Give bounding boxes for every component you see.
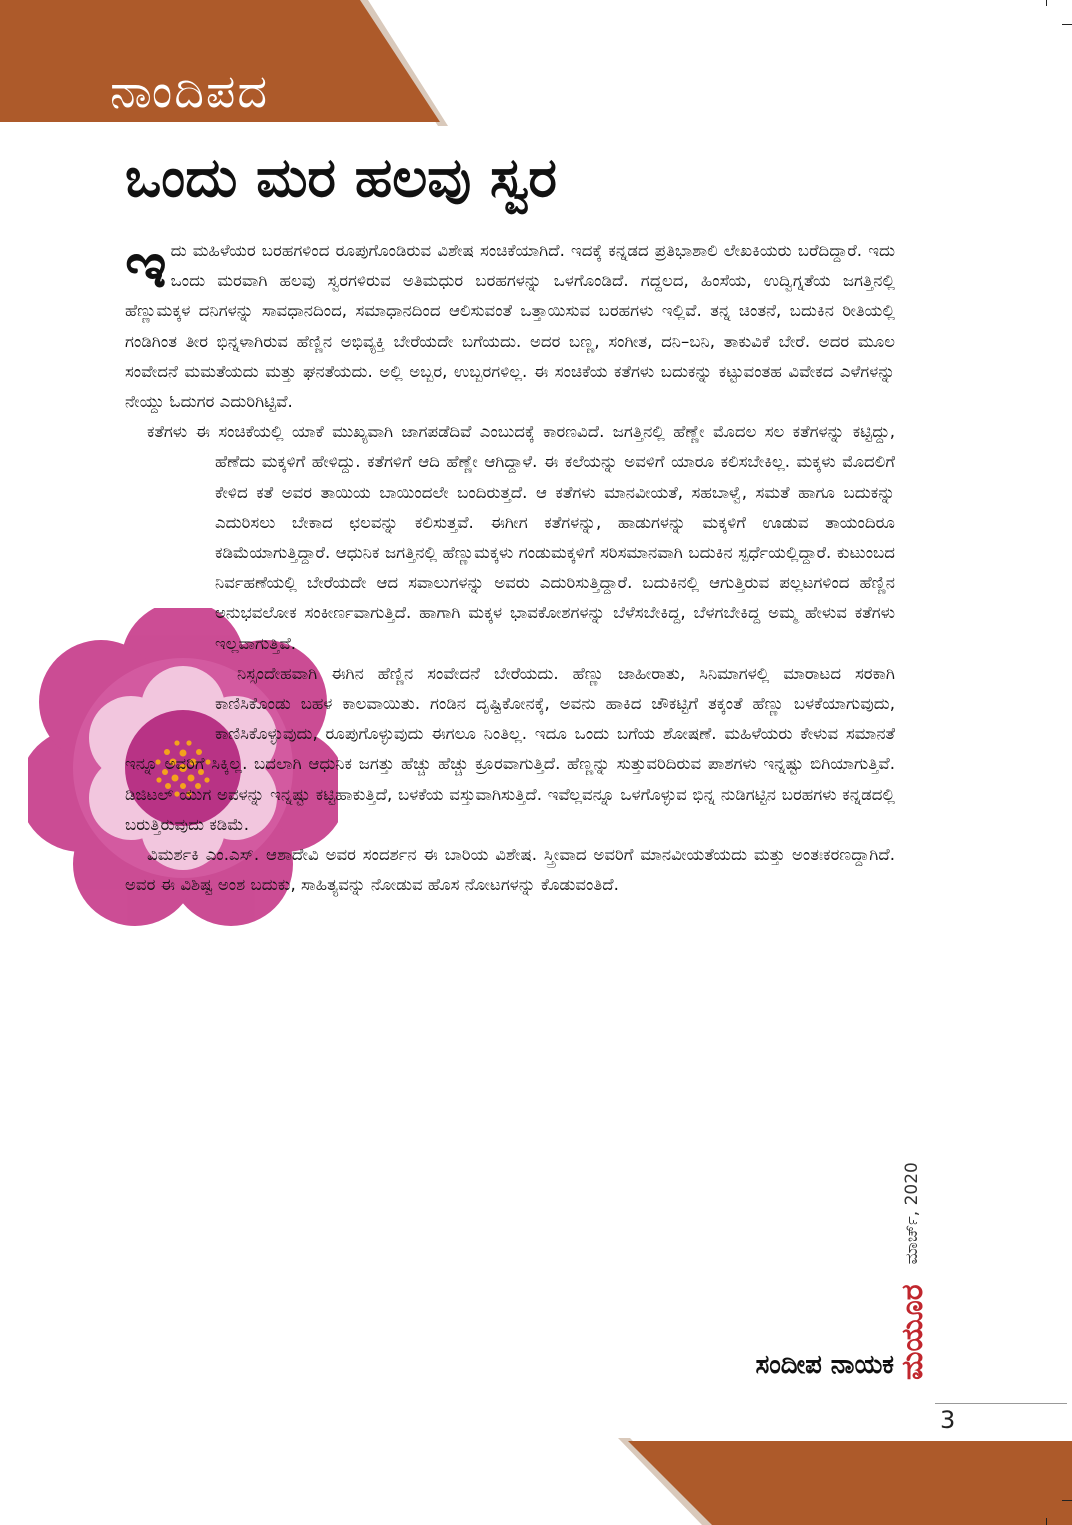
magazine-sidebar <box>892 1000 932 1380</box>
article-paragraph: ನಿಸ್ಸಂದೇಹವಾಗಿ ಈಗಿನ ಹೆಣ್ಣಿನ ಸಂವೇದನೆ ಬೇರೆಯದು. ಹೆಣ್ಣು ಜಾಹೀರಾತು, ಸಿನಿಮಾಗಳಲ್ಲಿ ಮಾರಾಟದ ಸರಕಾಗಿ ಕಾಣಿಸಿಕೊಂಡು ಬಹಳ ಕಾಲವಾಯಿತು. ಗಂಡಿನ ದೃಷ್ಟಿಕೋನಕ್ಕೆ, ಅವನು ಹಾಕಿದ ಚೌಕಟ್ಟಿಗೆ ತಕ್ಕಂತೆ ಹೆಣ್ಣು ಬಳಕೆಯಾಗುವುದು, ಕಾಣಿಸಿಕೊಳ್ಳುವುದು, ರೂಪುಗೊಳ್ಳುವುದು ಈಗಲೂ ನಿಂತಿಲ್ಲ. ಇದೂ ಒಂದು ಬಗೆಯ ಶೋಷಣೆ. ಮಹಿಳೆಯರು ಕೇಳುವ ಸಮಾನತೆ ಇನ್ನೂ ಅವರಿಗೆ ಸಿಕ್ಕಿಲ್ಲ. ಬದಲಾಗಿ ಆಧುನಿಕ ಜಗತ್ತು ಹೆಚ್ಚು ಹೆಚ್ಚು ಕ್ರೂರವಾಗುತ್ತಿದೆ. ಹೆಣ್ಣನ್ನು ಸುತ್ತುವರಿದಿರುವ ಪಾಶಗಳು ಇನ್ನಷ್ಟು ಬಿಗಿಯಾಗುತ್ತಿವೆ. ಡಿಜಿಟಲ್ ಯುಗ ಅವಳನ್ನು ಇನ್ನಷ್ಟು ಕಟ್ಟಿಹಾಕುತ್ತಿದೆ, ಬಳಕೆಯ ವಸ್ತುವಾಗಿಸುತ್ತಿದೆ. ಇವೆಲ್ಲವನ್ನೂ ಒಳಗೊಳ್ಳುವ ಭಿನ್ನ ನುಡಿಗಟ್ಟಿನ ಬರಹಗಳು ಕನ್ನಡದಲ್ಲಿ ಬರುತ್ತಿರುವುದು ಕಡಿಮೆ. <box>125 663 895 834</box>
drop-cap: ಇ <box>125 229 167 303</box>
issue-date: ಮಾರ್ಚ್, 2020 <box>902 1162 922 1265</box>
headline: ಒಂದು ಮರ ಹಲವು ಸ್ವರ <box>125 146 557 209</box>
crop-mark <box>1062 1500 1072 1501</box>
article-paragraph: ಕತೆಗಳು ಈ ಸಂಚಿಕೆಯಲ್ಲಿ ಯಾಕೆ ಮುಖ್ಯವಾಗಿ ಜಾಗಪಡೆದಿವೆ ಎಂಬುದಕ್ಕೆ ಕಾರಣವಿದೆ. ಜಗತ್ತಿನಲ್ಲಿ ಹೆಣ್ಣೇ ಮೊದಲ ಸಲ ಕತೆಗಳನ್ನು ಕಟ್ಟಿದ್ದು, ಹೆಣೆದು ಮಕ್ಕಳಿಗೆ ಹೇಳಿದ್ದು. ಕತೆಗಳಿಗೆ ಆದಿ ಹೆಣ್ಣೇ ಆಗಿದ್ದಾಳೆ. ಈ ಕಲೆಯನ್ನು ಅವಳಿಗೆ ಯಾರೂ ಕಲಿಸಬೇಕಿಲ್ಲ. ಮಕ್ಕಳು ಮೊದಲಿಗೆ ಕೇಳಿದ ಕತೆ ಅವರ ತಾಯಿಯ ಬಾಯಿಂದಲೇ ಬಂದಿರುತ್ತದೆ. ಆ ಕತೆಗಳು ಮಾನವೀಯತೆ, ಸಹಬಾಳ್ವೆ, ಸಮತೆ ಹಾಗೂ ಬದುಕನ್ನು ಎದುರಿಸಲು ಬೇಕಾದ ಛಲವನ್ನು ಕಲಿಸುತ್ತವೆ. ಈಗೀಗ ಕತೆಗಳನ್ನು, ಹಾಡುಗಳನ್ನು ಮಕ್ಕಳಿಗೆ ಊಡುವ ತಾಯಂದಿರೂ ಕಡಿಮೆಯಾಗುತ್ತಿದ್ದಾರೆ. ಆಧುನಿಕ ಜಗತ್ತಿನಲ್ಲಿ ಹೆಣ್ಣುಮಕ್ಕಳು ಗಂಡುಮಕ್ಕಳಿಗೆ ಸರಿಸಮಾನವಾಗಿ ಬದುಕಿನ ಸ್ಪರ್ಧೆಯಲ್ಲಿದ್ದಾರೆ. ಕುಟುಂಬದ ನಿರ್ವಹಣೆಯಲ್ಲಿ ಬೇರೆಯದೇ ಆದ ಸವಾಲುಗಳನ್ನು ಅವರು ಎದುರಿಸುತ್ತಿದ್ದಾರೆ. ಬದುಕಿನಲ್ಲಿ ಆಗುತ್ತಿರುವ ಪಲ್ಲಟಗಳಿಂದ ಹೆಣ್ಣಿನ ಅನುಭವಲೋಕ ಸಂಕೀರ್ಣವಾಗುತ್ತಿದೆ. ಹಾಗಾಗಿ ಮಕ್ಕಳ ಭಾವಕೋಶಗಳನ್ನು ಬೆಳೆಸಬೇಕಿದ್ದ, ಬೆಳಗಬೇಕಿದ್ದ ಅಮ್ಮ ಹೇಳುವ ಕತೆಗಳು ಇಲ್ಲವಾಗುತ್ತಿವೆ. <box>147 422 895 653</box>
crop-mark <box>1046 1518 1047 1525</box>
magazine-name: ಮಯೂರ <box>894 1284 930 1380</box>
flower-wrap-space <box>0 417 215 777</box>
crop-mark <box>1062 24 1072 25</box>
page-number-rule <box>935 1403 1067 1404</box>
article-paragraph: ದು ಮಹಿಳೆಯರ ಬರಹಗಳಿಂದ ರೂಪುಗೊಂಡಿರುವ ವಿಶೇಷ ಸಂಚಿಕೆಯಾಗಿದೆ. ಇದಕ್ಕೆ ಕನ್ನಡದ ಪ್ರತಿಭಾಶಾಲಿ ಲೇಖಕಿಯರು ಬರೆದಿದ್ದಾರೆ. ಇದು ಒಂದು ಮರವಾಗಿ ಹಲವು ಸ್ವರಗಳಿರುವ ಅತಿಮಧುರ ಬರಹಗಳನ್ನು ಒಳಗೊಂಡಿದೆ. ಗದ್ದಲದ, ಹಿಂಸೆಯ, ಉದ್ವಿಗ್ನತೆಯ ಜಗತ್ತಿನಲ್ಲಿ ಹೆಣ್ಣುಮಕ್ಕಳ ದನಿಗಳನ್ನು ಸಾವಧಾನದಿಂದ, ಸಮಾಧಾನದಿಂದ ಆಲಿಸುವಂತೆ ಒತ್ತಾಯಿಸುವ ಬರಹಗಳು ಇಲ್ಲಿವೆ. ತನ್ನ ಚಿಂತನೆ, ಬದುಕಿನ ರೀತಿಯಲ್ಲಿ ಗಂಡಿಗಿಂತ ತೀರ ಭಿನ್ನಳಾಗಿರುವ ಹೆಣ್ಣಿನ ಅಭಿವ್ಯಕ್ತಿ ಬೇರೆಯದೇ ಬಗೆಯದು. ಅದರ ಬಣ್ಣ, ಸಂಗೀತ, ದನಿ–ಬನಿ, ತಾಕುವಿಕೆ ಬೇರೆ. ಅದರ ಮೂಲ ಸಂವೇದನೆ ಮಮತೆಯದು ಮತ್ತು ಘನತೆಯದು. ಅಲ್ಲಿ ಅಬ್ಬರ, ಉಬ್ಬರಗಳಿಲ್ಲ. ಈ ಸಂಚಿಕೆಯ ಕತೆಗಳು ಬದುಕನ್ನು ಕಟ್ಟುವಂತಹ ವಿವೇಕದ ಎಳೆಗಳನ್ನು ನೇಯ್ದು ಓದುಗರ ಎದುರಿಗಿಟ್ಟಿವೆ. <box>125 241 895 412</box>
crop-mark <box>1046 0 1047 6</box>
section-title: ನಾಂದಿಪದ <box>110 64 270 118</box>
page-number: 3 <box>940 1406 956 1434</box>
article-paragraph: ವಿಮರ್ಶಕಿ ಎಂ.ಎಸ್. ಆಶಾದೇವಿ ಅವರ ಸಂದರ್ಶನ ಈ ಬಾರಿಯ ವಿಶೇಷ. ಸ್ತ್ರೀವಾದ ಅವರಿಗೆ ಮಾನವೀಯತೆಯದು ಮತ್ತು ಅಂತಃಕರಣದ್ದಾಗಿದೆ. ಅವರ ಈ ವಿಶಿಷ್ಟ ಅಂಶ ಬದುಕು, ಸಾಹಿತ್ಯವನ್ನು ನೋಡುವ ಹೊಸ ನೋಟಗಳನ್ನು ಕೊಡುವಂತಿದೆ. <box>125 845 895 895</box>
author-signature: ಸಂದೀಪ ನಾಯಕ <box>755 1350 894 1380</box>
article-body <box>125 229 895 900</box>
